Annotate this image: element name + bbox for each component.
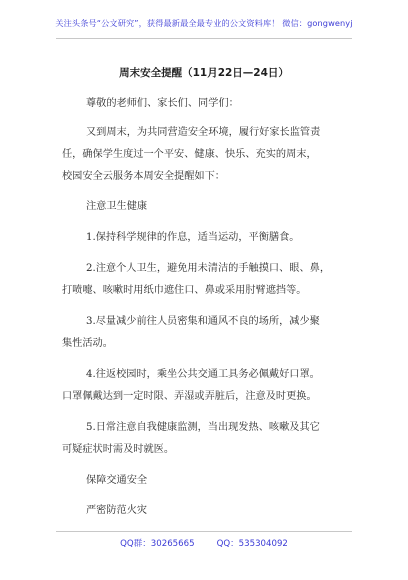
footer-qq: QQ：535304092 (216, 539, 288, 549)
footer-contact (0, 537, 408, 549)
greeting: 尊敬的老师们、家长们、同学们： (86, 98, 239, 109)
item-4-line-2: 口罩佩戴达到一定时限、弄湿或弄脏后，注意及时更换。 (62, 391, 317, 402)
header-banner: 关注头条号“公文研究”，获得最新最全最专业的公文资料库！ 微信：gongwenyj (55, 18, 353, 28)
intro-line-2: 任，确保学生度过一个平安、健康、快乐、充实的周末， (62, 149, 317, 160)
intro-line-3: 校园安全云服务本周安全提醒如下： (62, 171, 225, 182)
item-2-line-2: 打喷嚏、咳嗽时用纸巾遮住口、鼻或采用肘臂遮挡等。 (62, 285, 307, 296)
footer-qq-group: QQ群：30265665 (120, 539, 195, 549)
item-5-line-1: 5.日常注意自我健康监测，当出现发热、咳嗽及其它 (86, 422, 320, 433)
footer-divider (56, 531, 352, 532)
header-divider (56, 38, 352, 39)
section-heading-fire: 严密防范火灾 (86, 505, 148, 516)
item-2-line-1: 2.注意个人卫生，避免用未清洁的手触摸口、眼、鼻， (86, 263, 331, 274)
item-1-line-1: 1.保持科学规律的作息，适当运动，平衡膳食。 (86, 232, 300, 243)
intro-line-1: 又到周末，为共同营造安全环境，履行好家长监管责 (86, 127, 321, 138)
item-5-line-2: 可疑症状时需及时就医。 (62, 444, 175, 455)
section-heading-health: 注意卫生健康 (86, 201, 148, 212)
item-4-line-1: 4.往返校园时，乘坐公共交通工具务必佩戴好口罩。 (86, 369, 320, 380)
item-3-line-2: 集性活动。 (62, 338, 113, 349)
item-3-line-1: 3.尽量减少前往人员密集和通风不良的场所，减少聚 (86, 316, 320, 327)
document-title: 周末安全提醒（11月22日—24日） (119, 67, 289, 79)
section-heading-traffic: 保障交通安全 (86, 475, 148, 486)
